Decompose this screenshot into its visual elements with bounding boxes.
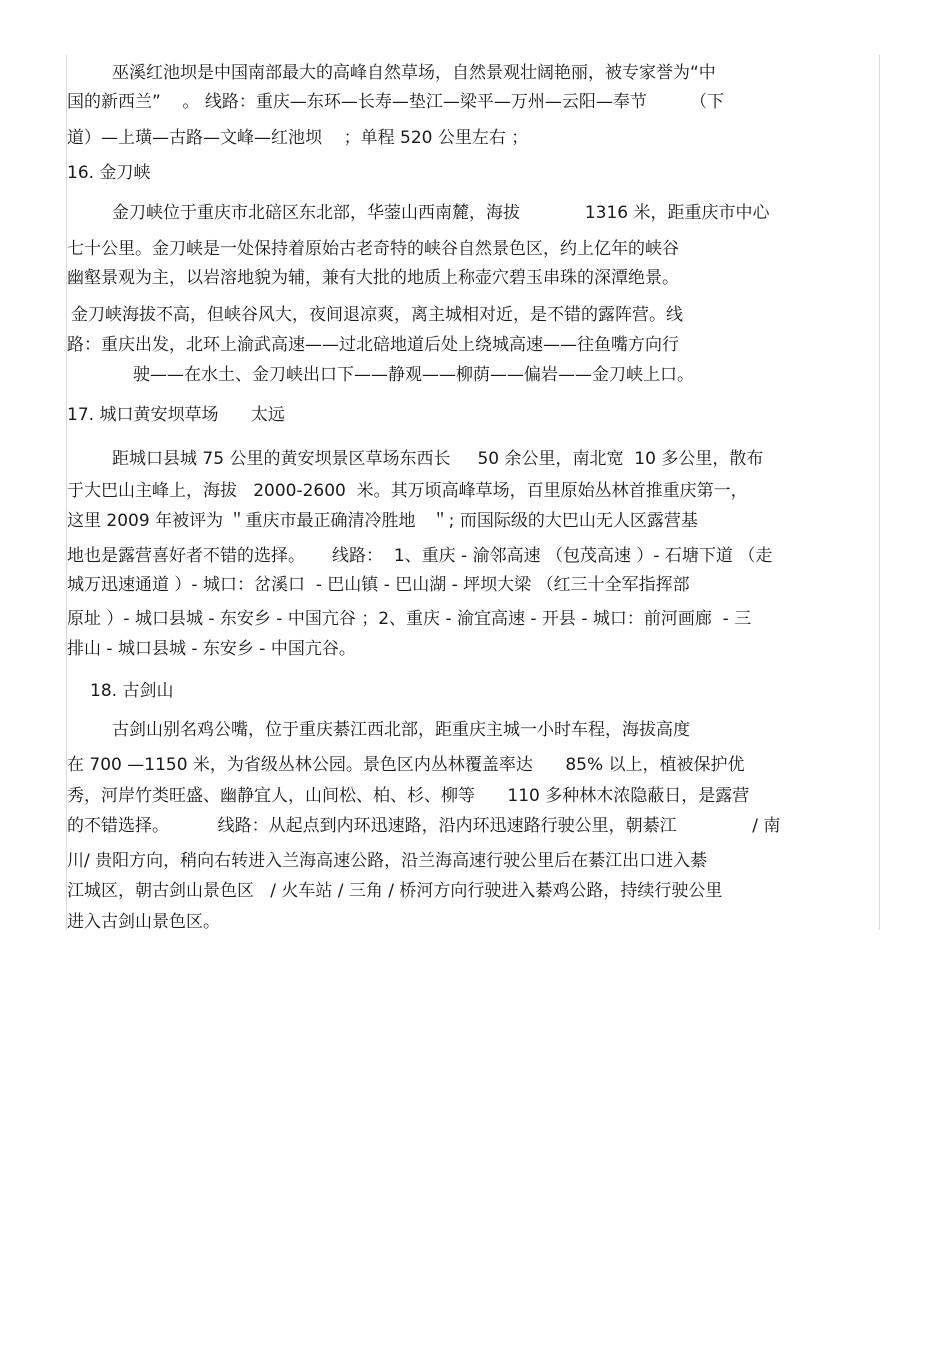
section-heading: 16. 金刀峡 (67, 163, 151, 183)
paragraph-line: 在 700 —1150 米，为省级丛林公园。景色区内丛林覆盖率达 85% 以上，植被保护优 (67, 755, 745, 775)
paragraph-line: 于大巴山主峰上，海拔 2000-2600 米。其万顷高峰草场，百里原始丛林首推重庆第一， (67, 481, 748, 501)
paragraph-line: 江城区，朝古剑山景色区 / 火车站 / 三角 / 桥河方向行驶进入綦鸡公路，持续行驶公里 (67, 881, 723, 901)
paragraph-line: 幽壑景观为主，以岩溶地貌为辅，兼有大批的地质上称壶穴碧玉串珠的深潭绝景。 (67, 268, 679, 288)
paragraph-line: 原址 ）- 城口县城 - 东安乡 - 中国亢谷 ；2、重庆 - 渝宜高速 - 开县 - 城口：前河画廊 - 三 (67, 609, 752, 629)
paragraph-line: 驶——在水土、金刀峡出口下——静观——柳荫——偏岩——金刀峡上口。 (133, 365, 694, 385)
paragraph-line: 地也是露营喜好者不错的选择。 线路： 1、重庆 - 渝邻高速 （包茂高速 ）- 石塘下道 （走 (67, 546, 773, 566)
paragraph-line: 川/ 贵阳方向，稍向右转进入兰海高速公路，沿兰海高速行驶公里后在綦江出口进入綦 (67, 851, 708, 871)
paragraph-line: 古剑山别名鸡公嘴，位于重庆綦江西北部，距重庆主城一小时车程，海拔高度 (112, 720, 690, 740)
paragraph-line: 的不错选择。 线路：从起点到内环迅速路，沿内环迅速路行驶公里，朝綦江 / 南 (67, 816, 781, 836)
paragraph-line: 这里 2009 年被评为 ＂重庆市最正确清冷胜地 ＂; 而国际级的大巴山无人区露营基 (67, 511, 698, 531)
paragraph-line: 七十公里。金刀峡是一处保持着原始古老奇特的峡谷自然景色区，约上亿年的峡谷 (67, 239, 679, 259)
paragraph-line: 道）—上璜—古路—文峰—红池坝 ；单程 520 公里左右 ； (67, 128, 529, 148)
paragraph-line: 进入古剑山景色区。 (67, 912, 220, 932)
paragraph-line: 金刀峡海拔不高，但峡谷风大，夜间退凉爽，离主城相对近，是不错的露阵营。线 (71, 305, 683, 325)
paragraph-line: 距城口县城 75 公里的黄安坝景区草场东西长 50 余公里，南北宽 10 多公里，散布 (112, 449, 764, 469)
section-heading: 17. 城口黄安坝草场 太远 (67, 405, 285, 425)
section-heading: 18. 古剑山 (90, 681, 174, 701)
paragraph-line: 金刀峡位于重庆市北碚区东北部，华蓥山西南麓，海拔 1316 米，距重庆市中心 (112, 203, 770, 223)
paragraph-line: 秀，河岸竹类旺盛、幽静宜人，山间松、柏、杉、柳等 110 多种林木浓隐蔽日，是露营 (67, 786, 750, 806)
right-margin-rule (879, 55, 880, 930)
paragraph-line: 巫溪红池坝是中国南部最大的高峰自然草场，自然景观壮阔艳丽，被专家誉为“中 (112, 63, 716, 83)
paragraph-line: 城万迅速通道 ）- 城口：岔溪口 - 巴山镇 - 巴山湖 - 坪坝大梁 （红三十全军指挥部 (67, 575, 690, 595)
paragraph-line: 路：重庆出发，北环上渝武高速——过北碚地道后处上绕城高速——往鱼嘴方向行 (67, 335, 679, 355)
paragraph-line: 国的新西兰” 。 线路：重庆—东环—长寿—垫江—梁平—万州—云阳—奉节 （下 (67, 92, 725, 112)
paragraph-line: 排山 - 城口县城 - 东安乡 - 中国亢谷。 (67, 639, 356, 659)
